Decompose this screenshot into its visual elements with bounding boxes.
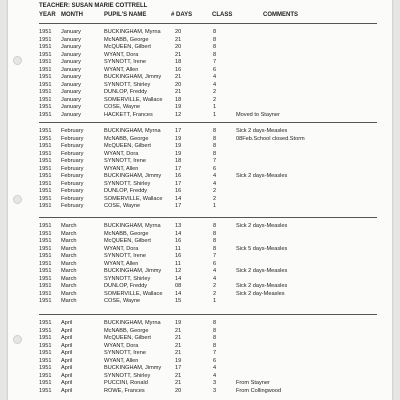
- table-row: [8, 136, 392, 144]
- pupil-name-cell: WYANT, Dora: [104, 342, 139, 349]
- table-row: [8, 261, 392, 269]
- month-cell: March: [61, 245, 77, 252]
- year-cell: 1951: [39, 165, 52, 172]
- class-cell: 8: [213, 150, 217, 157]
- class-cell: 8: [213, 135, 217, 142]
- month-cell: April: [61, 380, 73, 386]
- pupil-name-cell: BUCKINGHAM, Myrna: [104, 223, 161, 229]
- table-row: [8, 298, 392, 306]
- class-cell: 2: [213, 290, 217, 297]
- days-cell: 21: [175, 51, 182, 58]
- table-row: [8, 173, 392, 181]
- month-cell: February: [61, 143, 84, 149]
- pupil-name-cell: DUNLOP, Freddy: [104, 188, 148, 194]
- pupil-name-cell: McNABB, George: [104, 135, 149, 142]
- month-cell: January: [61, 44, 81, 50]
- table-row: [8, 283, 392, 291]
- days-cell: 19: [175, 320, 182, 326]
- pupil-name-cell: SYNNOTT, Shirley: [104, 180, 151, 187]
- month-cell: March: [61, 275, 77, 282]
- month-cell: March: [61, 230, 77, 237]
- class-cell: 8: [213, 320, 217, 326]
- class-cell: 1: [213, 203, 217, 209]
- pupil-name-cell: SYNNOTT, Shirley: [104, 81, 151, 88]
- table-row: [8, 143, 392, 151]
- teacher-heading: TEACHER: SUSAN MARIE COTTRELL: [39, 3, 148, 9]
- section-divider: [39, 122, 377, 123]
- header-days: # DAYS: [171, 12, 193, 18]
- year-cell: 1951: [39, 223, 52, 229]
- table-row: [8, 196, 392, 204]
- comments-cell: 08Feb.School closed.Storm: [236, 135, 305, 142]
- year-cell: 1951: [39, 158, 52, 164]
- class-cell: 2: [213, 195, 217, 202]
- year-cell: 1951: [39, 59, 52, 65]
- class-cell: 8: [213, 44, 217, 50]
- year-cell: 1951: [39, 245, 52, 252]
- year-cell: 1951: [39, 44, 52, 50]
- table-row: [8, 82, 392, 90]
- days-cell: 20: [175, 29, 182, 35]
- days-cell: 16: [175, 66, 182, 73]
- days-cell: 17: [175, 128, 182, 134]
- table-row: [8, 343, 392, 351]
- pupil-name-cell: BUCKINGHAM, Myrna: [104, 320, 161, 326]
- pupil-name-cell: BUCKINGHAM, Jimmy: [104, 74, 162, 80]
- pupil-name-cell: SYNNOTT, Shirley: [104, 372, 151, 379]
- table-row: [8, 223, 392, 231]
- class-cell: 2: [213, 283, 217, 289]
- header-month: MONTH: [61, 12, 83, 18]
- year-cell: 1951: [39, 128, 52, 134]
- year-cell: 1951: [39, 135, 52, 142]
- year-cell: 1951: [39, 320, 52, 326]
- month-cell: April: [61, 365, 73, 371]
- comments-cell: Sick 2 days-Measles: [236, 283, 288, 289]
- pupil-name-cell: SOMERVILLE, Wallace: [104, 96, 163, 103]
- comments-cell: From Stayner: [236, 380, 270, 386]
- header-comments: COMMENTS: [263, 12, 298, 18]
- pupil-name-cell: SYNNOTT, Irene: [104, 158, 146, 164]
- month-cell: April: [61, 387, 73, 394]
- month-cell: March: [61, 268, 77, 274]
- days-cell: 17: [175, 365, 182, 371]
- class-cell: 4: [213, 173, 217, 179]
- document-page: [8, 0, 392, 400]
- class-cell: 8: [213, 245, 217, 252]
- comments-cell: Sick 2 days-Measles: [236, 223, 288, 229]
- table-row: [8, 358, 392, 366]
- table-row: [8, 365, 392, 373]
- class-cell: 4: [213, 180, 217, 187]
- pupil-name-cell: SYNNOTT, Irene: [104, 59, 146, 65]
- month-cell: February: [61, 150, 84, 157]
- section-divider: [39, 314, 377, 315]
- table-row: [8, 151, 392, 159]
- month-cell: February: [61, 135, 84, 142]
- year-cell: 1951: [39, 104, 52, 110]
- class-cell: 8: [213, 230, 217, 237]
- month-cell: March: [61, 238, 77, 244]
- pupil-name-cell: SYNNOTT, Irene: [104, 253, 146, 259]
- table-row: [8, 181, 392, 189]
- month-cell: February: [61, 173, 84, 179]
- month-cell: April: [61, 350, 73, 356]
- table-row: [8, 335, 392, 343]
- section-divider: [39, 217, 377, 218]
- year-cell: 1951: [39, 275, 52, 282]
- year-cell: 1951: [39, 260, 52, 267]
- class-cell: 8: [213, 327, 217, 334]
- table-row: [8, 253, 392, 261]
- month-cell: January: [61, 66, 81, 73]
- class-cell: 2: [213, 89, 217, 95]
- year-cell: 1951: [39, 230, 52, 237]
- days-cell: 21: [175, 89, 182, 95]
- month-cell: March: [61, 223, 77, 229]
- pupil-name-cell: McNABB, George: [104, 36, 149, 43]
- header-year: YEAR: [39, 12, 56, 18]
- year-cell: 1951: [39, 372, 52, 379]
- month-cell: January: [61, 96, 81, 103]
- table-row: [8, 320, 392, 328]
- year-cell: 1951: [39, 342, 52, 349]
- days-cell: 16: [175, 188, 182, 194]
- section-divider: [39, 23, 377, 24]
- table-row: [8, 238, 392, 246]
- pupil-name-cell: WYANT, Dora: [104, 51, 139, 58]
- days-cell: 19: [175, 357, 182, 364]
- year-cell: 1951: [39, 96, 52, 103]
- pupil-name-cell: DUNLOP, Freddy: [104, 283, 148, 289]
- month-cell: January: [61, 104, 81, 110]
- comments-cell: Sick 2 day-Measles: [236, 290, 285, 297]
- year-cell: 1951: [39, 111, 52, 118]
- pupil-name-cell: McQUEEN, Gilbert: [104, 335, 151, 341]
- class-cell: 8: [213, 238, 217, 244]
- table-row: [8, 380, 392, 388]
- class-cell: 4: [213, 275, 217, 282]
- year-cell: 1951: [39, 66, 52, 73]
- table-row: [8, 67, 392, 75]
- header-pupil-name: PUPIL'S NAME: [104, 12, 147, 18]
- class-cell: 8: [213, 335, 217, 341]
- pupil-name-cell: COSE, Wayne: [104, 104, 141, 110]
- year-cell: 1951: [39, 203, 52, 209]
- days-cell: 18: [175, 158, 182, 164]
- year-cell: 1951: [39, 36, 52, 43]
- days-cell: 21: [175, 380, 182, 386]
- days-cell: 17: [175, 203, 182, 209]
- year-cell: 1951: [39, 327, 52, 334]
- month-cell: January: [61, 51, 81, 58]
- year-cell: 1951: [39, 81, 52, 88]
- month-cell: March: [61, 283, 77, 289]
- days-cell: 18: [175, 59, 182, 65]
- table-row: [8, 104, 392, 112]
- year-cell: 1951: [39, 188, 52, 194]
- days-cell: 11: [175, 245, 181, 252]
- month-cell: March: [61, 290, 77, 297]
- table-row: [8, 268, 392, 276]
- pupil-name-cell: BUCKINGHAM, Jimmy: [104, 268, 162, 274]
- class-cell: 6: [213, 165, 217, 172]
- days-cell: 13: [175, 223, 182, 229]
- pupil-name-cell: BUCKINGHAM, Myrna: [104, 29, 161, 35]
- days-cell: 20: [175, 44, 182, 50]
- days-cell: 21: [175, 36, 182, 43]
- days-cell: 21: [175, 335, 182, 341]
- year-cell: 1951: [39, 357, 52, 364]
- pupil-name-cell: HACKETT, Frances: [104, 111, 153, 118]
- pupil-name-cell: BUCKINGHAM, Myrna: [104, 128, 161, 134]
- table-row: [8, 158, 392, 166]
- days-cell: 14: [175, 290, 182, 297]
- year-cell: 1951: [39, 387, 52, 394]
- table-row: [8, 128, 392, 136]
- pupil-name-cell: DUNLOP, Freddy: [104, 89, 148, 95]
- comments-cell: Sick 2 days-Measles: [236, 173, 288, 179]
- month-cell: February: [61, 180, 84, 187]
- month-cell: March: [61, 298, 77, 304]
- class-cell: 4: [213, 268, 217, 274]
- month-cell: March: [61, 253, 77, 259]
- table-row: [8, 59, 392, 67]
- days-cell: 17: [175, 165, 182, 172]
- table-row: [8, 44, 392, 52]
- year-cell: 1951: [39, 173, 52, 179]
- days-cell: 21: [175, 327, 182, 334]
- pupil-name-cell: SOMERVILLE, Wallace: [104, 195, 163, 202]
- class-cell: 1: [213, 111, 217, 118]
- class-cell: 3: [213, 380, 217, 386]
- days-cell: 14: [175, 230, 182, 237]
- month-cell: February: [61, 188, 84, 194]
- month-cell: April: [61, 335, 73, 341]
- class-cell: 7: [213, 253, 217, 259]
- pupil-name-cell: SYNNOTT, Shirley: [104, 275, 151, 282]
- table-row: [8, 276, 392, 284]
- pupil-name-cell: COSE, Wayne: [104, 203, 141, 209]
- year-cell: 1951: [39, 150, 52, 157]
- days-cell: 20: [175, 81, 182, 88]
- year-cell: 1951: [39, 268, 52, 274]
- days-cell: 14: [175, 275, 182, 282]
- days-cell: 11: [175, 260, 181, 267]
- class-cell: 6: [213, 260, 217, 267]
- month-cell: January: [61, 81, 81, 88]
- days-cell: 12: [175, 111, 182, 118]
- month-cell: March: [61, 260, 77, 267]
- month-cell: February: [61, 203, 84, 209]
- year-cell: 1951: [39, 180, 52, 187]
- days-cell: 21: [175, 342, 182, 349]
- class-cell: 4: [213, 372, 217, 379]
- table-row: [8, 188, 392, 196]
- days-cell: 21: [175, 74, 182, 80]
- year-cell: 1951: [39, 298, 52, 304]
- month-cell: April: [61, 372, 73, 379]
- table-row: [8, 203, 392, 211]
- pupil-name-cell: WYANT, Allen: [104, 260, 139, 267]
- pupil-name-cell: WYANT, Allen: [104, 165, 139, 172]
- year-cell: 1951: [39, 335, 52, 341]
- days-cell: 19: [175, 135, 182, 142]
- class-cell: 1: [213, 298, 217, 304]
- comments-cell: Sick 2 days-Measles: [236, 128, 288, 134]
- pupil-name-cell: SOMERVILLE, Wallace: [104, 290, 163, 297]
- year-cell: 1951: [39, 365, 52, 371]
- month-cell: January: [61, 74, 81, 80]
- header-class: CLASS: [212, 12, 233, 18]
- year-cell: 1951: [39, 380, 52, 386]
- pupil-name-cell: McQUEEN, Gilbert: [104, 238, 151, 244]
- class-cell: 7: [213, 59, 217, 65]
- days-cell: 20: [175, 387, 182, 394]
- class-cell: 8: [213, 342, 217, 349]
- pupil-name-cell: SYNNOTT, Irene: [104, 350, 146, 356]
- table-row: [8, 388, 392, 396]
- table-row: [8, 74, 392, 82]
- year-cell: 1951: [39, 29, 52, 35]
- pupil-name-cell: ROWE, Frances: [104, 387, 145, 394]
- class-cell: 4: [213, 365, 217, 371]
- comments-cell: Sick 5 days-Measles: [236, 245, 288, 252]
- pupil-name-cell: COSE, Wayne: [104, 298, 141, 304]
- class-cell: 6: [213, 357, 217, 364]
- column-headers: [8, 12, 392, 20]
- table-row: [8, 231, 392, 239]
- month-cell: April: [61, 327, 73, 334]
- month-cell: April: [61, 357, 73, 364]
- table-row: [8, 246, 392, 254]
- comments-cell: From Collingwood: [236, 387, 282, 394]
- table-row: [8, 37, 392, 45]
- days-cell: 16: [175, 238, 182, 244]
- month-cell: February: [61, 195, 84, 202]
- month-cell: April: [61, 342, 73, 349]
- days-cell: 14: [175, 195, 182, 202]
- table-row: [8, 52, 392, 60]
- month-cell: January: [61, 89, 81, 95]
- class-cell: 8: [213, 128, 217, 134]
- class-cell: 4: [213, 81, 217, 88]
- year-cell: 1951: [39, 143, 52, 149]
- year-cell: 1951: [39, 253, 52, 259]
- pupil-name-cell: BUCKINGHAM, Jimmy: [104, 173, 162, 179]
- year-cell: 1951: [39, 283, 52, 289]
- comments-cell: Moved to Stayner: [236, 111, 280, 118]
- year-cell: 1951: [39, 290, 52, 297]
- days-cell: 08: [175, 283, 182, 289]
- days-cell: 19: [175, 150, 182, 157]
- year-cell: 1951: [39, 74, 52, 80]
- year-cell: 1951: [39, 51, 52, 58]
- days-cell: 12: [175, 268, 182, 274]
- table-row: [8, 89, 392, 97]
- pupil-name-cell: WYANT, Dora: [104, 150, 139, 157]
- pupil-name-cell: McNABB, George: [104, 327, 149, 334]
- month-cell: February: [61, 165, 84, 172]
- days-cell: 21: [175, 350, 182, 356]
- pupil-name-cell: WYANT, Allen: [104, 357, 139, 364]
- class-cell: 4: [213, 74, 217, 80]
- table-row: [8, 373, 392, 381]
- month-cell: February: [61, 158, 84, 164]
- table-row: [8, 97, 392, 105]
- class-cell: 2: [213, 188, 217, 194]
- month-cell: January: [61, 59, 81, 65]
- days-cell: 17: [175, 180, 182, 187]
- table-row: [8, 166, 392, 174]
- days-cell: 15: [175, 298, 182, 304]
- month-cell: February: [61, 128, 84, 134]
- month-cell: April: [61, 320, 73, 326]
- pupil-name-cell: McNABB, George: [104, 230, 149, 237]
- year-cell: 1951: [39, 350, 52, 356]
- pupil-name-cell: PUCCINI, Ronald: [104, 380, 148, 386]
- days-cell: 16: [175, 173, 182, 179]
- pupil-name-cell: WYANT, Dora: [104, 245, 139, 252]
- table-row: [8, 350, 392, 358]
- pupil-name-cell: BUCKINGHAM, Jimmy: [104, 365, 162, 371]
- class-cell: 1: [213, 104, 217, 110]
- class-cell: 2: [213, 96, 217, 103]
- class-cell: 3: [213, 387, 217, 394]
- comments-cell: Sick 2 days-Measles: [236, 268, 288, 274]
- class-cell: 8: [213, 223, 217, 229]
- days-cell: 19: [175, 143, 182, 149]
- days-cell: 18: [175, 96, 182, 103]
- pupil-name-cell: McQUEEN, Gilbert: [104, 143, 151, 149]
- table-row: [8, 29, 392, 37]
- pupil-name-cell: WYANT, Allen: [104, 66, 139, 73]
- days-cell: 21: [175, 372, 182, 379]
- year-cell: 1951: [39, 238, 52, 244]
- class-cell: 8: [213, 36, 217, 43]
- class-cell: 8: [213, 51, 217, 58]
- class-cell: 6: [213, 66, 217, 73]
- class-cell: 7: [213, 158, 217, 164]
- month-cell: January: [61, 111, 81, 118]
- year-cell: 1951: [39, 195, 52, 202]
- pupil-name-cell: McQUEEN, Gilbert: [104, 44, 151, 50]
- days-cell: 16: [175, 253, 182, 259]
- table-row: [8, 291, 392, 299]
- month-cell: January: [61, 36, 81, 43]
- class-cell: 8: [213, 29, 217, 35]
- class-cell: 7: [213, 350, 217, 356]
- year-cell: 1951: [39, 89, 52, 95]
- class-cell: 8: [213, 143, 217, 149]
- table-row: [8, 112, 392, 120]
- table-row: [8, 328, 392, 336]
- days-cell: 19: [175, 104, 182, 110]
- month-cell: January: [61, 29, 81, 35]
